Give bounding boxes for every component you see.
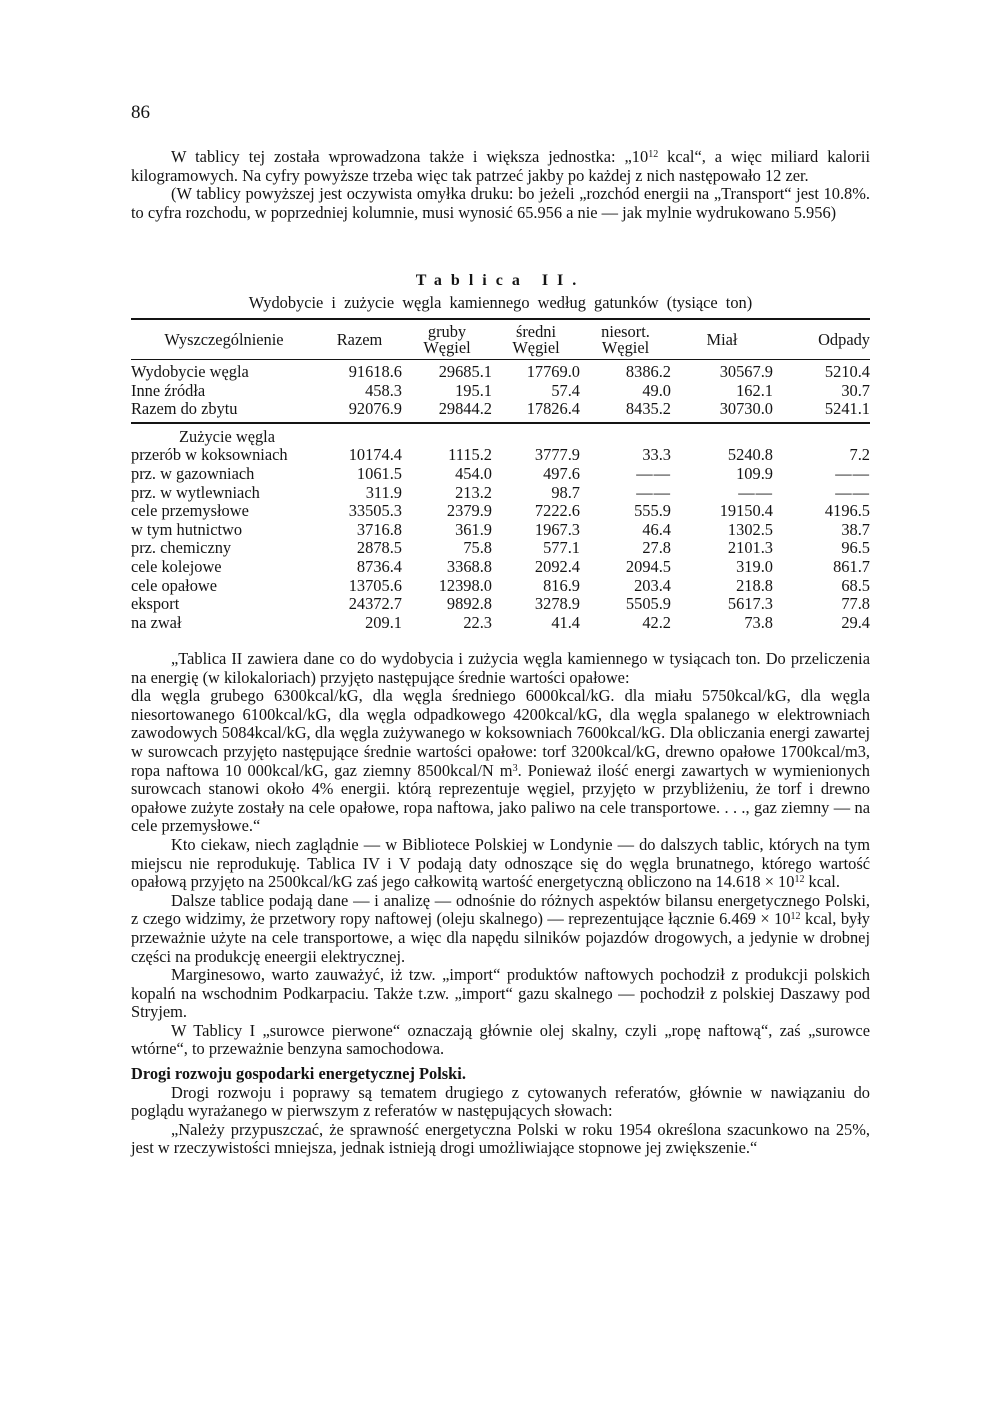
table-row: cele kolejowe 8736.4 3368.8 2092.4 2094.5 319.0 861.7 (131, 556, 870, 576)
table-row: eksport 24372.7 9892.8 3278.9 5505.9 5617.3 77.8 (131, 594, 870, 614)
table-section-heading: Zużycie węgla (179, 426, 276, 446)
table-row: przerób w koksowniach 10174.4 1115.2 3777.9 33.3 5240.8 7.2 (131, 445, 870, 465)
table-row: prz. w wytlewniach 311.9 213.2 98.7 —— —— —— (131, 482, 870, 502)
table-row: prz. w gazowniach 1061.5 454.0 497.6 —— 109.9 —— (131, 463, 870, 483)
column-header-waste: Odpady (773, 319, 870, 360)
section-heading: Drogi rozwoju gospodarki energetycznej Polski. (131, 1064, 466, 1084)
calorific-values-paragraph: dla węgla grubego 6300kcal/kG, dla węgla średniego 6000kcal/kG. dla miału 5750kcal/kG, dla węgla niesortowanego 6100kcal/kG, dla węgla odpadkowego 4200kcal/kG, dla węgla spalanego w elektrowniach zawodowych 5084kcal/kG, dla węgla zużywanego w koksowniach 7600kcal/kG. Dla obliczania energi zawartej w surowcach przyjęto następujące średnie wartości opałowe: torf 3200kcal/kG, drewno opałowe 1700kcal/m3, ropa naftowa 10 000kcal/kG, gaz ziemny 8500kcal/N $m^3$. Ponieważ ilość energi zawartych w wymienionych surowcach stanowi około 4% energii. którą reprezentuje węgiel, przyjęto w przybliżeniu, że torf i drewno opałowe zużyte zostały na cele opałowe, ropa naftowa, jako paliwo na cele transportowe. . . ., gaz ziemny — na cele przemysłowe.“ (131, 686, 870, 836)
import-paragraph: Marginesowo, warto zauważyć, iż tzw. „import“ produktów naftowych pochodził z produkcji polskich kopalń na wschodnim Podkarpaciu. Także t.zw. „import“ gazu skalnego — pochodził z polskiej Daszawy pod Stryjem. (131, 965, 870, 1022)
library-paragraph: Kto ciekaw, niech zaglądnie — w Bibliotece Polskiej w Londynie — do dalszych tablic, których na tym miejscu nie reprodukuję. Tablica IV i V podają daty odnoszące się do węgla brunatnego, którego wartość opałową przyjęto na 2500kcal/kG zaś jego całkowitą wartość energetyczną obliczono na $14.618 \times 10^{12}$ kcal. (131, 834, 870, 892)
page-number: 86 (131, 102, 150, 123)
coal-table (131, 318, 870, 632)
column-header-unsorted-coal: niesort. Węgiel (580, 319, 671, 360)
quote-intro-paragraph: „Tablica II zawiera dane co do wydobycia i zużycia węgla kamiennego w tysiącach ton. Do przeliczenia na energię (w kilokaloriach) przyjęto następujące średnie wartości opałowe: (131, 649, 870, 687)
table-header-row (131, 319, 870, 360)
intro-paragraph-unit: W tablicy tej została wprowadzona także i większa jednostka: $„10^{12}$ kcal“, a więc miliard kalorii kilogramowych. Na cyfry powyższe trzeba więc tak patrzeć jakby po każdej z nich następowało 12 zer. (131, 147, 870, 185)
intro-paragraph-erratum: (W tablicy powyższej jest oczywista omyłka druku: bo jeżeli „rozchód energii na „Transport“ jest 10.8%. to cyfra rozchodu, w poprzedniej kolumnie, musi wynosić 65.956 a nie — jak mylnie wydrukowano 5.956) (131, 184, 870, 222)
column-header-fines: Miał (671, 319, 773, 360)
final-quote-paragraph: „Należy przypuszczać, że sprawność energetyczna Polski w roku 1954 określona szacunkowo na 25%, jest w rzeczywistości mniejsza, jednak istnieją drogi umożliwiające stopnowe jej zwiększenie.“ (131, 1119, 870, 1158)
table1-paragraph: W Tablicy I „surowce pierwone“ oznaczają głównie olej skalny, czyli „ropę naftową“, zaś „surowce wtórne“, to przeważnie benzyna samochodowa. (131, 1020, 870, 1059)
intro-text (131, 148, 870, 222)
column-header-coarse-coal: gruby Węgiel (402, 319, 492, 360)
table-row: na zwał 209.1 22.3 41.4 42.2 73.8 29.4 (131, 612, 870, 632)
table-row: cele przemysłowe 33505.3 2379.9 7222.6 555.9 19150.4 4196.5 (131, 501, 870, 521)
table-row: prz. chemiczny 2878.5 75.8 577.1 27.8 2101.3 96.5 (131, 538, 870, 558)
table-row: Wydobycie węgla 91618.6 29685.1 17769.0 8386.2 30567.9 5210.4 (131, 362, 870, 381)
column-header-total: Razem (317, 319, 402, 360)
table-row: Inne źródła 458.3 195.1 57.4 49.0 162.1 30.7 (131, 380, 870, 400)
table-row: w tym hutnictwo 3716.8 361.9 1967.3 46.4 1302.5 38.7 (131, 519, 870, 539)
section-paragraph: Drogi rozwoju i poprawy są tematem drugiego z cytowanych referatów, głównie w nawiązaniu do poglądu wyrażanego w pierwszym z referatów w następujących słowach: (131, 1082, 870, 1121)
body-text (131, 650, 870, 1158)
column-header-medium-coal: średni Węgiel (492, 319, 580, 360)
further-tables-paragraph: Dalsze tablice podają dane — i analizę — odnośnie do różnych aspektów bilansu energetycznego Polski, z czego widzimy, że przetwory ropy naftowej (oleju skalnego) — reprezentujące łącznie $6.469 \times 10^{12}$ kcal, były przeważnie użyte na cele transportowe, a więc dla napędu silników pojazdów drogowych, a jedynie w drobnej części na produkcję eneergii elektrycznej. (131, 890, 870, 966)
table-row: Razem do zbytu 92076.9 29844.2 17826.4 8435.2 30730.0 5241.1 (131, 400, 870, 423)
column-header-item: Wyszczególnienie (131, 319, 317, 360)
table-title: Tablica II. (415, 272, 586, 289)
table-caption: Wydobycie i zużycie węgla kamiennego według gatunków (tysiące ton) (248, 293, 753, 312)
table-row: cele opałowe 13705.6 12398.0 816.9 203.4 218.8 68.5 (131, 575, 870, 595)
